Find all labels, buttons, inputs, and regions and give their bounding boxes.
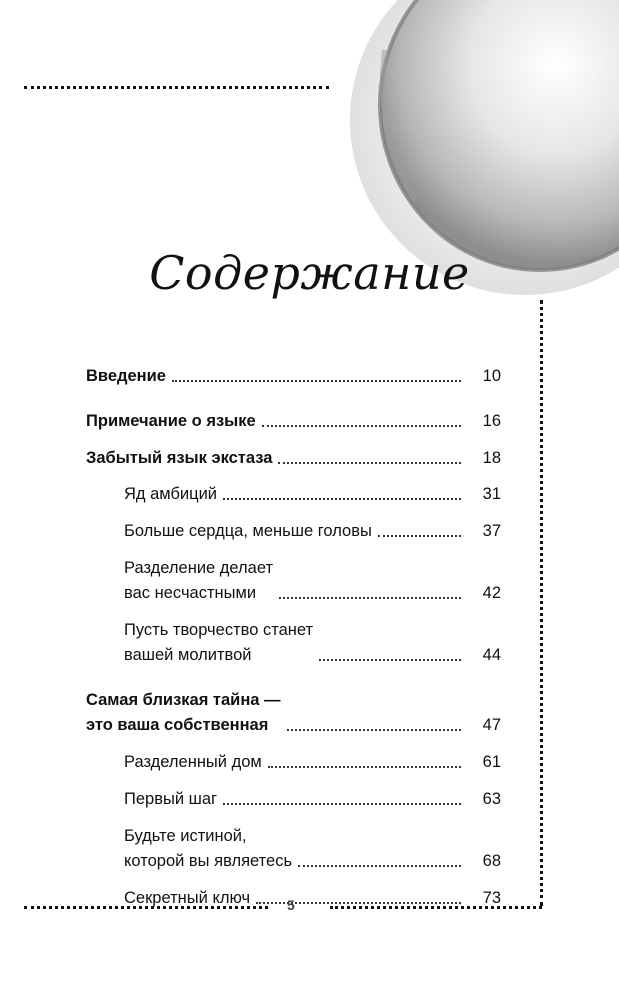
toc-entry-title-line: Введение <box>86 367 166 385</box>
toc-entry-title <box>86 446 272 471</box>
table-of-contents <box>86 352 501 911</box>
toc-entry-page: 31 <box>482 485 501 503</box>
top-dotted-rule <box>24 86 329 89</box>
toc-entry <box>86 519 501 544</box>
right-dotted-rule <box>540 300 543 906</box>
toc-entry <box>86 824 501 874</box>
dot-leader <box>319 659 461 661</box>
dot-leader <box>287 729 461 731</box>
toc-entry <box>86 556 501 606</box>
toc-entry-title <box>124 618 313 668</box>
toc-entry-page: 47 <box>482 716 501 734</box>
dot-leader <box>262 425 461 427</box>
dot-leader <box>223 803 461 805</box>
toc-entry-page: 61 <box>482 753 501 771</box>
toc-entry-page: 37 <box>482 522 501 540</box>
toc-entry-title-line: Будьте истиной, <box>124 827 247 845</box>
toc-entry-title-line: Яд амбиций <box>124 485 218 503</box>
toc-entry-title-line: Забытый язык экстаза <box>86 449 273 467</box>
toc-entry-title <box>86 688 281 738</box>
toc-entry <box>86 364 501 389</box>
toc-entry-page: 44 <box>482 646 501 664</box>
toc-entry-title <box>124 824 292 874</box>
toc-entry-title-line: Самая близкая тайна — <box>86 691 281 709</box>
toc-entry-title <box>124 519 372 544</box>
toc-entry-page: 18 <box>482 449 501 467</box>
toc-entry-title-line: которой вы являетесь <box>124 852 293 870</box>
toc-entry-page: 16 <box>482 412 501 430</box>
toc-entry-title-line: Больше сердца, меньше головы <box>124 522 372 540</box>
page-number: 5 <box>287 897 295 913</box>
dot-leader <box>298 865 461 867</box>
toc-entry-title-line: вас несчастными <box>124 584 257 602</box>
toc-entry-title-line: Секретный ключ <box>124 889 251 907</box>
toc-entry-title <box>124 482 217 507</box>
toc-entry <box>86 409 501 434</box>
dot-leader <box>378 535 461 537</box>
toc-entry <box>86 750 501 775</box>
dot-leader <box>268 766 461 768</box>
toc-entry <box>86 482 501 507</box>
page-title: Содержание <box>149 246 470 300</box>
toc-entry-title <box>124 556 273 606</box>
toc-entry-page: 63 <box>482 790 501 808</box>
toc-entry <box>86 787 501 812</box>
toc-entry-title-line: Пусть творчество станет <box>124 621 314 639</box>
toc-entry-title-line: Первый шаг <box>124 790 218 808</box>
toc-entry-title <box>124 787 217 812</box>
dot-leader <box>172 380 461 382</box>
toc-entry-title-line: вашей молитвой <box>124 646 252 664</box>
toc-entry-page: 68 <box>482 852 501 870</box>
dot-leader <box>278 462 461 464</box>
toc-entry <box>86 618 501 668</box>
dot-leader <box>279 597 461 599</box>
toc-entry-title-line: это ваша собственная <box>86 716 269 734</box>
toc-entry-title <box>124 750 262 775</box>
toc-entry-page: 42 <box>482 584 501 602</box>
toc-entry-title <box>86 364 166 389</box>
toc-entry-title <box>86 409 256 434</box>
toc-entry <box>86 688 501 738</box>
toc-entry-page: 10 <box>482 367 501 385</box>
dot-leader <box>223 498 461 500</box>
toc-entry-title <box>124 886 250 911</box>
toc-entry <box>86 446 501 471</box>
toc-entry-title-line: Разделенный дом <box>124 753 262 771</box>
toc-entry-title-line: Примечание о языке <box>86 412 256 430</box>
toc-entry-page: 73 <box>482 889 501 907</box>
toc-entry-title-line: Разделение делает <box>124 559 274 577</box>
